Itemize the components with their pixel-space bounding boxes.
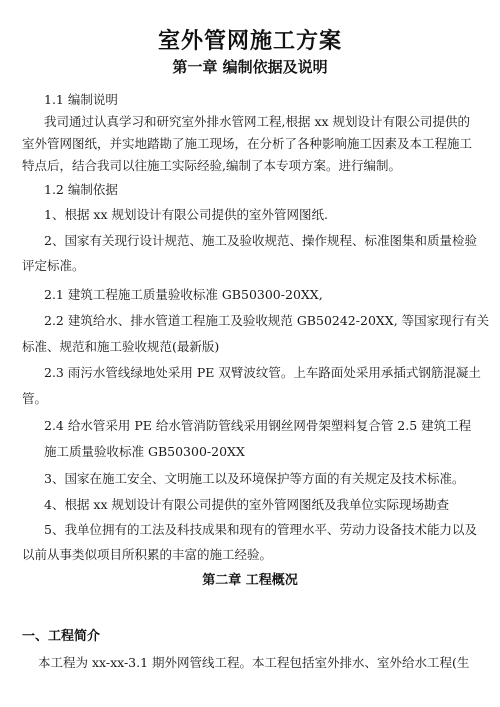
chapter-1-heading: 第一章 编制依据及说明: [172, 58, 328, 76]
chapter-2-heading: 第二章 工程概况: [202, 573, 298, 588]
paragraph-line: 3、国家在施工安全、文明施工以及环境保护等方面的有关规定及技术标准。: [44, 471, 465, 486]
section-1-1-heading: 1.1 编制说明: [44, 92, 118, 107]
paragraph-line: 标准、规范和施工验收规范(最新版): [22, 339, 220, 354]
paragraph-line: 2.4 给水管采用 PE 给水管消防管线采用钢丝网骨架塑料复合管 2.5 建筑工程: [44, 418, 472, 433]
paragraph-line: 我司通过认真学习和研究室外排水管网工程,根据 xx 规划设计有限公司提供的: [44, 114, 471, 129]
paragraph-line: 2、国家有关现行设计规范、施工及验收规范、操作规程、标准图集和质量检验: [44, 233, 477, 248]
paragraph-line: 以前从事类似项目所积累的丰富的施工经验。: [22, 547, 273, 562]
paragraph-line: 施工质量验收标准 GB50300-20XX: [44, 444, 245, 459]
paragraph-line: 管。: [22, 391, 48, 406]
document-title: 室外管网施工方案: [157, 29, 342, 54]
paragraph-line: 5、我单位拥有的工法及科技成果和现有的管理水平、劳动力设备技术能力以及: [44, 522, 477, 537]
section-heading-project-intro: 一、工程简介: [22, 629, 101, 644]
section-1-2-heading: 1.2 编制依据: [44, 182, 118, 197]
paragraph-line: 评定标准。: [22, 258, 85, 273]
paragraph-line: 室外管网图纸，并实地踏勘了施工现场，在分析了各种影响施工因素及本工程施工: [22, 136, 473, 151]
paragraph-line: 特点后，结合我司以往施工实际经验,编制了本专项方案。进行编制。: [22, 158, 401, 173]
paragraph-line: 1、根据 xx 规划设计有限公司提供的室外管网图纸.: [44, 207, 328, 222]
paragraph-line: 本工程为 xx-xx-3.1 期外网管线工程。本工程包括室外排水、室外给水工程(生: [38, 655, 470, 670]
paragraph-line: 4、根据 xx 规划设计有限公司提供的室外管网图纸及我单位实际现场勘查: [44, 497, 450, 512]
paragraph-line: 2.3 雨污水管线绿地处采用 PE 双臂波纹管。上车路面处采用承插式钢筋混凝土: [44, 365, 481, 380]
paragraph-line: 2.2 建筑给水、排水管道工程施工及验收规范 GB50242-20XX, 等国家现行有关: [44, 313, 490, 328]
paragraph-line: 2.1 建筑工程施工质量验收标准 GB50300-20XX,: [44, 287, 323, 302]
